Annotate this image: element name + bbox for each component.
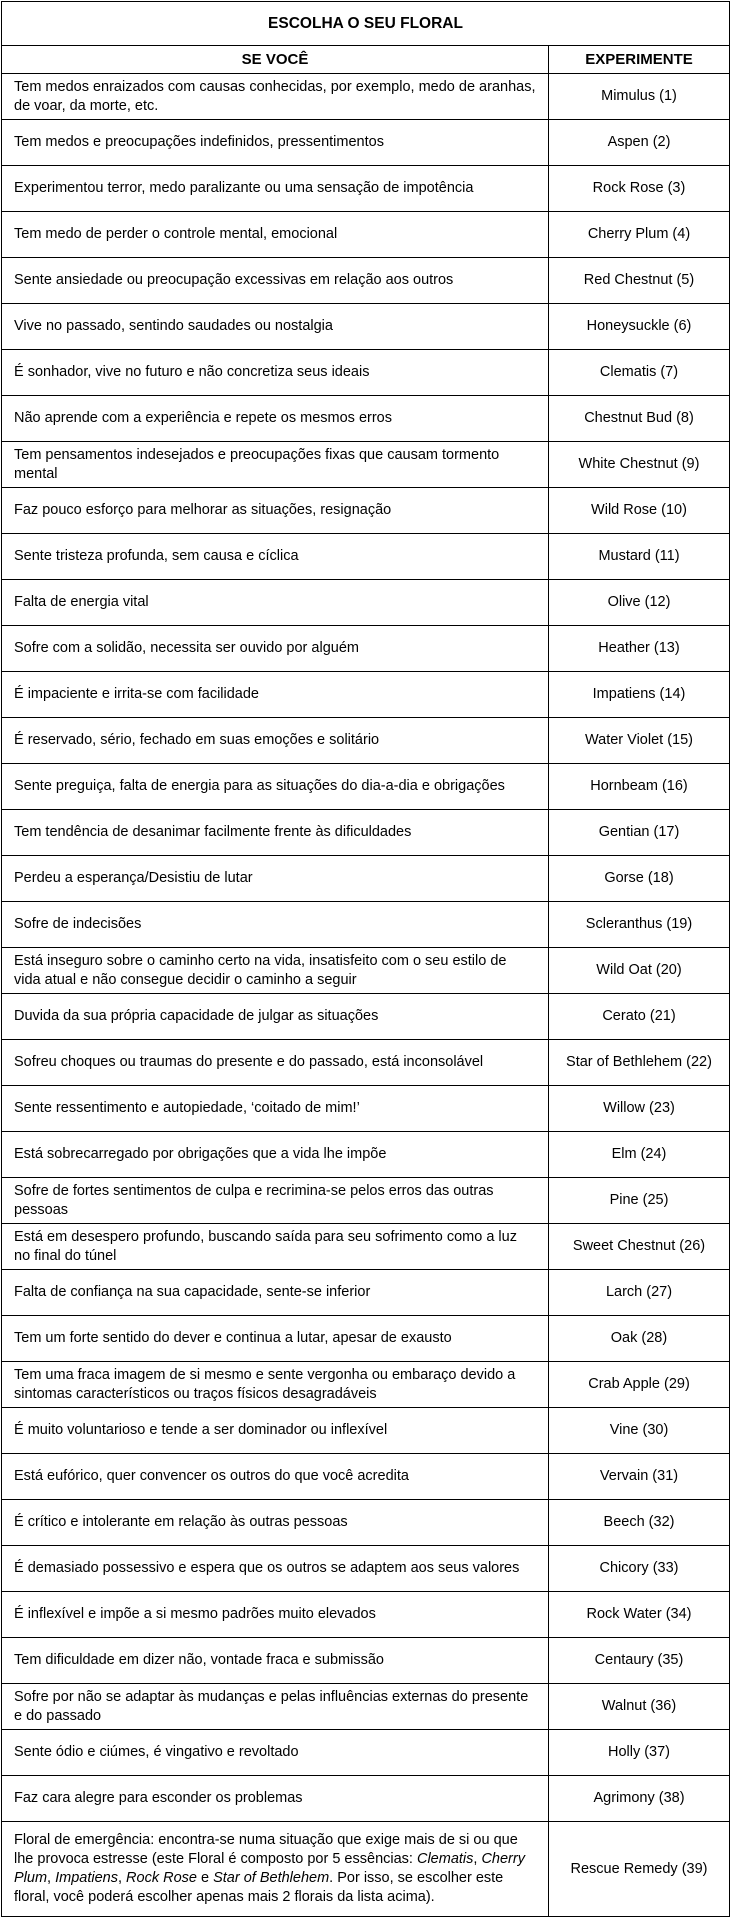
row-description: Falta de energia vital	[2, 580, 549, 626]
row-description: Tem uma fraca imagem de si mesmo e sente vergonha ou embaraço devido a sintomas característicos ou traços físicos desagradáveis	[2, 1362, 549, 1408]
row-remedy: Honeysuckle (6)	[549, 304, 730, 350]
row-remedy: Olive (12)	[549, 580, 730, 626]
column-header-symptom: SE VOCÊ	[2, 46, 549, 74]
row-remedy: Water Violet (15)	[549, 718, 730, 764]
table-row	[2, 1086, 730, 1132]
table-row	[2, 350, 730, 396]
table-row	[2, 1546, 730, 1592]
row-description: Faz pouco esforço para melhorar as situações, resignação	[2, 488, 549, 534]
row-description: Está inseguro sobre o caminho certo na vida, insatisfeito com o seu estilo de vida atual e não consegue decidir o caminho a seguir	[2, 948, 549, 994]
row-remedy: Centaury (35)	[549, 1638, 730, 1684]
table-row	[2, 1178, 730, 1224]
row-description: Sente ódio e ciúmes, é vingativo e revoltado	[2, 1730, 549, 1776]
row-remedy: Red Chestnut (5)	[549, 258, 730, 304]
table-row	[2, 1408, 730, 1454]
row-remedy: Impatiens (14)	[549, 672, 730, 718]
row-description: Está eufórico, quer convencer os outros do que você acredita	[2, 1454, 549, 1500]
table-row	[2, 718, 730, 764]
row-remedy: Star of Bethlehem (22)	[549, 1040, 730, 1086]
row-description: Sofre por não se adaptar às mudanças e pelas influências externas do presente e do passado	[2, 1684, 549, 1730]
row-description: É impaciente e irrita-se com facilidade	[2, 672, 549, 718]
table-row	[2, 810, 730, 856]
row-description: Falta de confiança na sua capacidade, sente-se inferior	[2, 1270, 549, 1316]
row-description: Está em desespero profundo, buscando saída para seu sofrimento como a luz no final do túnel	[2, 1224, 549, 1270]
row-remedy: Cherry Plum (4)	[549, 212, 730, 258]
table-row	[2, 580, 730, 626]
row-remedy: Rock Rose (3)	[549, 166, 730, 212]
row-description: É crítico e intolerante em relação às outras pessoas	[2, 1500, 549, 1546]
table-row-emergency	[2, 1822, 730, 1917]
row-remedy: Chicory (33)	[549, 1546, 730, 1592]
row-remedy: Elm (24)	[549, 1132, 730, 1178]
row-remedy: Gentian (17)	[549, 810, 730, 856]
table-row	[2, 672, 730, 718]
table-row	[2, 212, 730, 258]
row-description: Tem medos enraizados com causas conhecidas, por exemplo, medo de aranhas, de voar, da morte, etc.	[2, 74, 549, 120]
table-row	[2, 1454, 730, 1500]
row-description: É muito voluntarioso e tende a ser dominador ou inflexível	[2, 1408, 549, 1454]
row-remedy: Vervain (31)	[549, 1454, 730, 1500]
row-remedy: Willow (23)	[549, 1086, 730, 1132]
table-row	[2, 442, 730, 488]
row-description: Tem um forte sentido do dever e continua a lutar, apesar de exausto	[2, 1316, 549, 1362]
row-remedy: Rescue Remedy (39)	[549, 1822, 730, 1917]
row-remedy: Crab Apple (29)	[549, 1362, 730, 1408]
row-remedy: Agrimony (38)	[549, 1776, 730, 1822]
essence-name: Rock Rose	[126, 1870, 197, 1886]
row-description: Sofre com a solidão, necessita ser ouvido por alguém	[2, 626, 549, 672]
row-description: Faz cara alegre para esconder os problemas	[2, 1776, 549, 1822]
table-row	[2, 258, 730, 304]
table-row	[2, 1316, 730, 1362]
row-description: Sente tristeza profunda, sem causa e cíclica	[2, 534, 549, 580]
row-description: Sofre de indecisões	[2, 902, 549, 948]
table-row	[2, 1730, 730, 1776]
row-description: Tem medo de perder o controle mental, emocional	[2, 212, 549, 258]
row-description: Tem tendência de desanimar facilmente frente às dificuldades	[2, 810, 549, 856]
row-remedy: Vine (30)	[549, 1408, 730, 1454]
row-remedy: Heather (13)	[549, 626, 730, 672]
row-description: Não aprende com a experiência e repete os mesmos erros	[2, 396, 549, 442]
row-remedy: Sweet Chestnut (26)	[549, 1224, 730, 1270]
row-remedy: Wild Rose (10)	[549, 488, 730, 534]
row-remedy: Larch (27)	[549, 1270, 730, 1316]
table-title: ESCOLHA O SEU FLORAL	[2, 2, 730, 46]
row-remedy: Pine (25)	[549, 1178, 730, 1224]
row-description: Está sobrecarregado por obrigações que a vida lhe impõe	[2, 1132, 549, 1178]
table-row	[2, 1362, 730, 1408]
row-description: Tem dificuldade em dizer não, vontade fraca e submissão	[2, 1638, 549, 1684]
essence-name: Clematis	[416, 1851, 474, 1867]
row-description: É sonhador, vive no futuro e não concretiza seus ideais	[2, 350, 549, 396]
table-row	[2, 994, 730, 1040]
row-description: Sente preguiça, falta de energia para as situações do dia-a-dia e obrigações	[2, 764, 549, 810]
table-row	[2, 1132, 730, 1178]
row-remedy: Mimulus (1)	[549, 74, 730, 120]
table-row	[2, 1270, 730, 1316]
row-description: Experimentou terror, medo paralizante ou uma sensação de impotência	[2, 166, 549, 212]
row-remedy: Chestnut Bud (8)	[549, 396, 730, 442]
table-row	[2, 948, 730, 994]
table-row	[2, 396, 730, 442]
row-description: Perdeu a esperança/Desistiu de lutar	[2, 856, 549, 902]
essence-name: Star of Bethlehem	[213, 1870, 330, 1886]
row-remedy: Clematis (7)	[549, 350, 730, 396]
table-row	[2, 534, 730, 580]
table-row	[2, 902, 730, 948]
table-row	[2, 74, 730, 120]
row-description: É demasiado possessivo e espera que os outros se adaptem aos seus valores	[2, 1546, 549, 1592]
table-row	[2, 488, 730, 534]
row-description: Tem medos e preocupações indefinidos, pressentimentos	[2, 120, 549, 166]
row-description: Sente ansiedade ou preocupação excessivas em relação aos outros	[2, 258, 549, 304]
essence-name: Impatiens	[55, 1870, 118, 1886]
table-row	[2, 1592, 730, 1638]
table-row	[2, 304, 730, 350]
row-remedy: Holly (37)	[549, 1730, 730, 1776]
row-description: Sente ressentimento e autopiedade, ‘coitado de mim!’	[2, 1086, 549, 1132]
table-row	[2, 166, 730, 212]
table-row	[2, 764, 730, 810]
table-body	[2, 74, 730, 1917]
row-description: Sofreu choques ou traumas do presente e do passado, está inconsolável	[2, 1040, 549, 1086]
table-row	[2, 1638, 730, 1684]
row-remedy: Wild Oat (20)	[549, 948, 730, 994]
table-row	[2, 856, 730, 902]
row-remedy: Aspen (2)	[549, 120, 730, 166]
row-remedy: Walnut (36)	[549, 1684, 730, 1730]
row-remedy: Beech (32)	[549, 1500, 730, 1546]
column-header-remedy: EXPERIMENTE	[549, 46, 730, 74]
essence-name: Cherry Plum	[14, 1851, 525, 1886]
row-remedy: Hornbeam (16)	[549, 764, 730, 810]
row-description: Floral de emergência: encontra-se numa situação que exige mais de si ou que lhe provoca estresse (este Floral é composto por 5 essências: Clematis, Cherry Plum, Impatiens, Rock Rose e Star of Bethlehem. Por isso, se escolher este floral, você poderá escolher apenas mais 2 florais da lista acima).	[2, 1822, 549, 1917]
table-row	[2, 120, 730, 166]
table-row	[2, 1684, 730, 1730]
row-description: Duvida da sua própria capacidade de julgar as situações	[2, 994, 549, 1040]
row-description: Sofre de fortes sentimentos de culpa e recrimina-se pelos erros das outras pessoas	[2, 1178, 549, 1224]
row-description: É inflexível e impõe a si mesmo padrões muito elevados	[2, 1592, 549, 1638]
table-row	[2, 1224, 730, 1270]
row-description: Tem pensamentos indesejados e preocupações fixas que causam tormento mental	[2, 442, 549, 488]
table-row	[2, 1500, 730, 1546]
table-row	[2, 1776, 730, 1822]
floral-table	[1, 1, 730, 1917]
row-description: É reservado, sério, fechado em suas emoções e solitário	[2, 718, 549, 764]
row-description: Vive no passado, sentindo saudades ou nostalgia	[2, 304, 549, 350]
row-remedy: White Chestnut (9)	[549, 442, 730, 488]
table-row	[2, 626, 730, 672]
row-remedy: Gorse (18)	[549, 856, 730, 902]
row-remedy: Cerato (21)	[549, 994, 730, 1040]
row-remedy: Scleranthus (19)	[549, 902, 730, 948]
table-row	[2, 1040, 730, 1086]
row-remedy: Mustard (11)	[549, 534, 730, 580]
row-remedy: Oak (28)	[549, 1316, 730, 1362]
row-remedy: Rock Water (34)	[549, 1592, 730, 1638]
